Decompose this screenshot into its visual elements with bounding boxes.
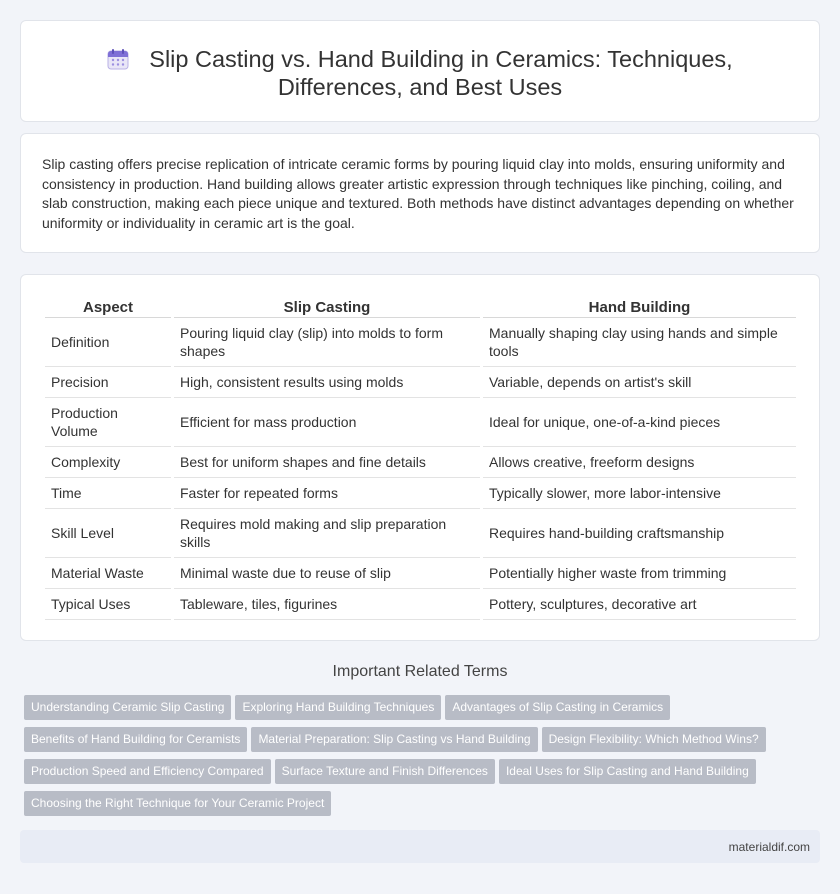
table-row [45,478,796,509]
aspect-cell: Skill Level [45,509,171,558]
hand-building-cell: Ideal for unique, one-of-a-kind pieces [483,398,796,447]
aspect-cell: Precision [45,367,171,398]
page-title-line-1: Slip Casting vs. Hand Building in Ceramics: Techniques, [149,46,733,72]
column-header-hand-building: Hand Building [483,296,796,318]
related-term-tag[interactable]: Design Flexibility: Which Method Wins? [542,727,766,752]
related-terms-heading: Important Related Terms [332,663,508,680]
aspect-cell: Definition [45,318,171,367]
footer-site-link[interactable]: materialdif.com [728,840,810,854]
intro-card [20,133,820,253]
slip-casting-cell: Tableware, tiles, figurines [174,589,480,620]
hand-building-cell: Potentially higher waste from trimming [483,558,796,589]
related-term-tag[interactable]: Production Speed and Efficiency Compared [24,759,271,784]
hand-building-cell: Requires hand-building craftsmanship [483,509,796,558]
aspect-cell: Complexity [45,447,171,478]
table-row [45,367,796,398]
related-term-tag[interactable]: Benefits of Hand Building for Ceramists [24,727,247,752]
hand-building-cell: Manually shaping clay using hands and simple tools [483,318,796,367]
column-header-slip-casting: Slip Casting [174,296,480,318]
slip-casting-cell: High, consistent results using molds [174,367,480,398]
column-header-aspect: Aspect [45,296,171,318]
aspect-cell: Typical Uses [45,589,171,620]
related-term-tag[interactable]: Choosing the Right Technique for Your Ceramic Project [24,791,331,816]
slip-casting-cell: Efficient for mass production [174,398,480,447]
footer [20,830,820,863]
title-card [20,20,820,122]
page-title [21,45,819,101]
related-term-tag[interactable]: Material Preparation: Slip Casting vs Hand Building [251,727,537,752]
related-term-tag[interactable]: Understanding Ceramic Slip Casting [24,695,231,720]
table-row [45,589,796,620]
table-row [45,558,796,589]
aspect-cell: Production Volume [45,398,171,447]
table-row [45,398,796,447]
slip-casting-cell: Requires mold making and slip preparation skills [174,509,480,558]
hand-building-cell: Allows creative, freeform designs [483,447,796,478]
comparison-card [20,274,820,641]
tag-row [24,791,335,816]
hand-building-cell: Typically slower, more labor-intensive [483,478,796,509]
table-row [45,509,796,558]
slip-casting-cell: Best for uniform shapes and fine details [174,447,480,478]
aspect-cell: Time [45,478,171,509]
aspect-cell: Material Waste [45,558,171,589]
hand-building-cell: Pottery, sculptures, decorative art [483,589,796,620]
slip-casting-cell: Pouring liquid clay (slip) into molds to form shapes [174,318,480,367]
related-term-tag[interactable]: Surface Texture and Finish Differences [275,759,495,784]
intro-paragraph: Slip casting offers precise replication of intricate ceramic forms by pouring liquid clay into molds, ensuring uniformity and consistency in production. Hand building allows greater artistic expression through techniques like pinching, coiling, and slab construction, making each piece unique and textured. Both methods have distinct advantages depending on whether uniformity or individuality in ceramic art is the goal. [42,156,794,231]
related-term-tag[interactable]: Ideal Uses for Slip Casting and Hand Building [499,759,756,784]
tag-row [24,695,674,720]
slip-casting-cell: Minimal waste due to reuse of slip [174,558,480,589]
slip-casting-cell: Faster for repeated forms [174,478,480,509]
comparison-table [42,296,799,620]
table-row [45,447,796,478]
tag-row [24,727,770,752]
page-title-line-2: Differences, and Best Uses [277,74,563,100]
tag-row [24,759,760,784]
related-term-tag[interactable]: Exploring Hand Building Techniques [235,695,441,720]
table-row [45,318,796,367]
hand-building-cell: Variable, depends on artist's skill [483,367,796,398]
related-term-tag[interactable]: Advantages of Slip Casting in Ceramics [445,695,670,720]
